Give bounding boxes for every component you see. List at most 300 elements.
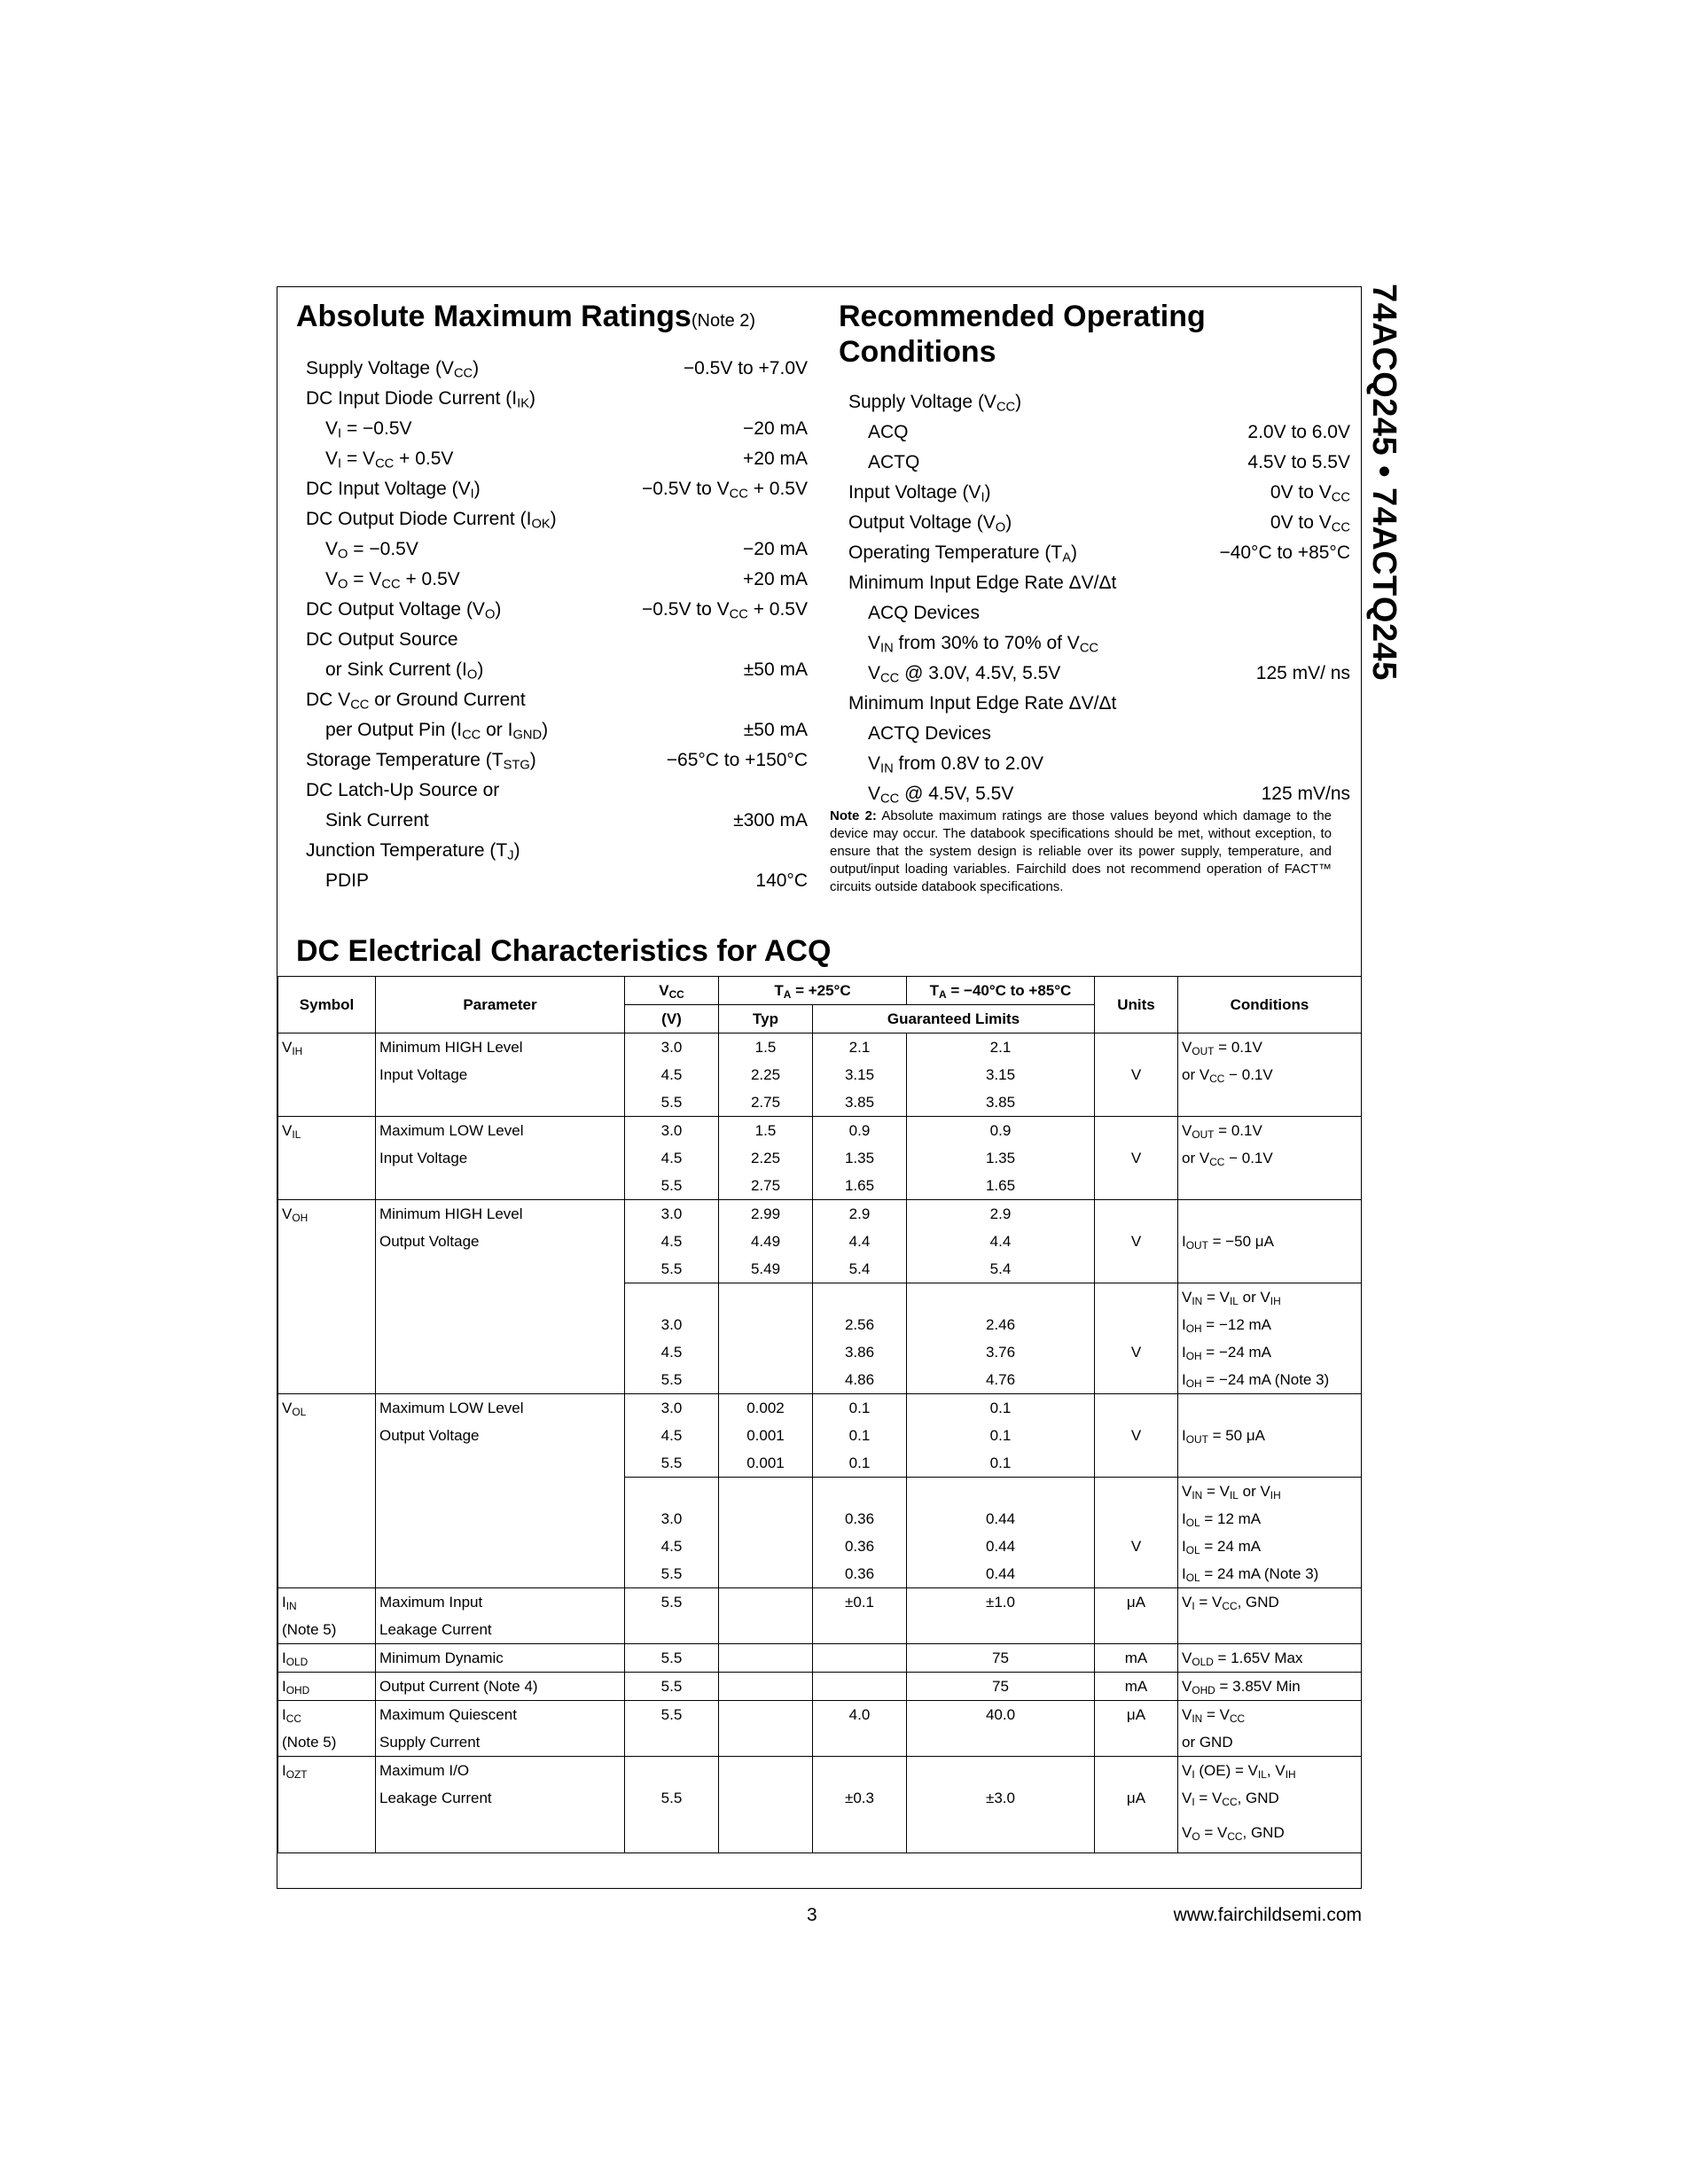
cell-param	[376, 1283, 625, 1312]
cell-symbol: $I_{CC}$	[278, 1701, 376, 1729]
cell-g25: 4.4	[813, 1228, 907, 1255]
cell-typ: 1.5	[719, 1117, 813, 1145]
rec-op-value: 125 mV/ ns	[1255, 663, 1350, 683]
cell-symbol: $I_{OLD}$	[278, 1644, 376, 1673]
header-vcc-unit: (V)	[625, 1005, 719, 1034]
abs-max-value: −20 mA	[743, 539, 808, 559]
table-row	[278, 1366, 1362, 1394]
abs-max-value: +20 mA	[743, 448, 808, 469]
table-row	[278, 1616, 1362, 1644]
table-row	[278, 1673, 1362, 1701]
abs-max-row	[306, 625, 808, 655]
table-row	[278, 1117, 1362, 1145]
abs-max-label: PDIP	[325, 870, 370, 891]
header-units: Units	[1095, 977, 1178, 1034]
cell-typ	[719, 1673, 813, 1701]
cell-cond: $V_{IN} = V_{CC}$	[1178, 1701, 1362, 1729]
cell-gr	[907, 1812, 1095, 1853]
cell-param: Leakage Current	[376, 1616, 625, 1644]
cell-gr: 75	[907, 1644, 1095, 1673]
cell-symbol: (Note 5)	[278, 1616, 376, 1644]
abs-max-value: ±300 mA	[733, 810, 808, 831]
cell-units: V	[1095, 1228, 1178, 1255]
rec-op-row	[848, 659, 1350, 689]
abs-max-label: DC Output Diode Current $(I_{OK})$	[306, 509, 557, 532]
cell-g25: 4.0	[813, 1701, 907, 1729]
cell-cond: $V_O = V_{CC}$, GND	[1178, 1812, 1362, 1853]
rec-op-row	[848, 417, 1350, 448]
header-vcc: $V_{CC}$	[625, 977, 719, 1005]
cell-gr: 3.76	[907, 1338, 1095, 1366]
rec-op-row	[848, 779, 1350, 809]
header-ta-range: $T_A = -40^\circ C$ to +85°C	[907, 977, 1095, 1005]
cell-units: μA	[1095, 1701, 1178, 1729]
table-row	[278, 1505, 1362, 1533]
cell-symbol	[278, 1478, 376, 1506]
cell-units	[1095, 1757, 1178, 1785]
abs-max-label: DC Input Diode Current $(I_{IK})$	[306, 388, 535, 411]
cell-param: Minimum Dynamic	[376, 1644, 625, 1673]
rec-op-title-line1: Recommended Operating	[839, 300, 1206, 333]
rec-op-label: ACQ Devices	[868, 603, 981, 623]
cell-units	[1095, 1728, 1178, 1757]
abs-max-label: Junction Temperature $(T_J)$	[306, 840, 520, 863]
cell-symbol: $I_{IN}$	[278, 1588, 376, 1617]
cell-gr: 2.46	[907, 1311, 1095, 1338]
cell-gr: 3.15	[907, 1061, 1095, 1088]
cell-cond	[1178, 1394, 1362, 1423]
rec-op-title	[839, 299, 1206, 370]
cell-units	[1095, 1088, 1178, 1117]
cell-param	[376, 1478, 625, 1506]
table-row	[278, 1283, 1362, 1312]
table-row	[278, 1422, 1362, 1449]
page-number: 3	[807, 1905, 817, 1925]
cell-param: Output Voltage	[376, 1422, 625, 1449]
rec-op-label: $V_{IN}$ from 30% to 70% of $V_{CC}$	[868, 633, 1099, 656]
cell-symbol: $V_{IL}$	[278, 1117, 376, 1145]
cell-symbol	[278, 1560, 376, 1588]
cell-cond	[1178, 1449, 1362, 1478]
cell-param: Maximum LOW Level	[376, 1117, 625, 1145]
cell-vcc	[625, 1757, 719, 1785]
abs-max-row	[306, 474, 808, 504]
cell-symbol	[278, 1784, 376, 1812]
cell-g25: 1.35	[813, 1144, 907, 1172]
cell-cond: or $V_{CC} - 0.1V$	[1178, 1061, 1362, 1088]
abs-max-value: ±50 mA	[743, 659, 808, 680]
cell-cond: $V_{OHD} = 3.85V$ Min	[1178, 1673, 1362, 1701]
cell-param: Maximum LOW Level	[376, 1394, 625, 1423]
rec-op-label: $V_{CC}$ @ 4.5V, 5.5V	[868, 784, 1014, 807]
cell-g25	[813, 1478, 907, 1506]
cell-g25	[813, 1673, 907, 1701]
cell-vcc: 5.5	[625, 1673, 719, 1701]
note-2-label: Note 2:	[830, 808, 877, 823]
abs-max-value: 140°C	[755, 870, 808, 891]
cell-typ	[719, 1757, 813, 1785]
header-ta-25: $T_A = +25^\circ C$	[719, 977, 907, 1005]
cell-symbol	[278, 1283, 376, 1312]
cell-vcc: 5.5	[625, 1255, 719, 1283]
cell-units	[1095, 1616, 1178, 1644]
abs-max-row	[306, 444, 808, 474]
cell-g25: 1.65	[813, 1172, 907, 1200]
cell-vcc	[625, 1812, 719, 1853]
cell-g25: 2.56	[813, 1311, 907, 1338]
table-row	[278, 1533, 1362, 1560]
cell-symbol	[278, 1255, 376, 1283]
cell-param	[376, 1449, 625, 1478]
cell-units: V	[1095, 1144, 1178, 1172]
cell-typ: 2.99	[719, 1200, 813, 1228]
abs-max-label: $V_O = V_{CC} + 0.5V$	[325, 569, 460, 592]
cell-symbol	[278, 1172, 376, 1200]
cell-param	[376, 1812, 625, 1853]
cell-cond: $I_{OL} = 24$ mA (Note 3)	[1178, 1560, 1362, 1588]
cell-cond	[1178, 1172, 1362, 1200]
cell-param: Supply Current	[376, 1728, 625, 1757]
cell-units: V	[1095, 1061, 1178, 1088]
cell-cond: $I_{OH} = -24$ mA	[1178, 1338, 1362, 1366]
cell-typ	[719, 1366, 813, 1394]
cell-g25: 0.36	[813, 1505, 907, 1533]
cell-vcc: 3.0	[625, 1505, 719, 1533]
rec-op-value: −40°C to +85°C	[1219, 542, 1350, 563]
abs-max-label: $V_I = -0.5V$	[325, 418, 412, 441]
cell-typ	[719, 1784, 813, 1812]
cell-param: Maximum I/O	[376, 1757, 625, 1785]
cell-g25: 0.9	[813, 1117, 907, 1145]
table-row	[278, 1034, 1362, 1062]
cell-gr: 0.44	[907, 1560, 1095, 1588]
cell-symbol	[278, 1449, 376, 1478]
rec-op-row	[848, 478, 1350, 508]
abs-max-title-text: Absolute Maximum Ratings	[296, 300, 692, 333]
cell-cond: $V_{OUT} = 0.1V$	[1178, 1117, 1362, 1145]
cell-param: Minimum HIGH Level	[376, 1034, 625, 1062]
abs-max-label: DC Input Voltage $(V_I)$	[306, 479, 481, 502]
cell-cond: $I_{OL} = 12$ mA	[1178, 1505, 1362, 1533]
cell-cond: $V_{OUT} = 0.1V$	[1178, 1034, 1362, 1062]
cell-gr	[907, 1728, 1095, 1757]
cell-gr: ±1.0	[907, 1588, 1095, 1617]
cell-g25	[813, 1728, 907, 1757]
cell-cond: $I_{OUT} = -50$ μA	[1178, 1228, 1362, 1255]
cell-g25: 0.1	[813, 1422, 907, 1449]
cell-units	[1095, 1034, 1178, 1062]
abs-max-row	[306, 866, 808, 896]
rec-op-row	[848, 628, 1350, 659]
cell-vcc: 3.0	[625, 1034, 719, 1062]
cell-cond: $V_{IN} = V_{IL}$ or $V_{IH}$	[1178, 1478, 1362, 1506]
abs-max-row	[306, 776, 808, 806]
abs-max-label: Storage Temperature $(T_{STG})$	[306, 750, 536, 773]
abs-max-value: ±50 mA	[743, 720, 808, 740]
cell-vcc: 3.0	[625, 1311, 719, 1338]
cell-symbol: $I_{OZT}$	[278, 1757, 376, 1785]
cell-g25: 2.9	[813, 1200, 907, 1228]
abs-max-title	[296, 299, 755, 339]
abs-max-row	[306, 685, 808, 715]
cell-gr: 0.1	[907, 1422, 1095, 1449]
abs-max-row	[306, 414, 808, 444]
cell-g25	[813, 1616, 907, 1644]
rec-op-value: 4.5V to 5.5V	[1247, 452, 1350, 472]
rec-op-label: $V_{IN}$ from 0.8V to 2.0V	[868, 753, 1043, 776]
cell-param: Leakage Current	[376, 1784, 625, 1812]
cell-g25: 0.1	[813, 1449, 907, 1478]
rec-op-row	[848, 689, 1350, 719]
abs-max-row	[306, 504, 808, 534]
cell-param	[376, 1366, 625, 1394]
rec-op-value: 125 mV/ns	[1261, 784, 1350, 804]
cell-vcc	[625, 1283, 719, 1312]
cell-g25	[813, 1283, 907, 1312]
cell-cond: $I_{OH} = -24$ mA (Note 3)	[1178, 1366, 1362, 1394]
cell-symbol	[278, 1366, 376, 1394]
cell-units: V	[1095, 1422, 1178, 1449]
cell-vcc: 5.5	[625, 1560, 719, 1588]
cell-typ	[719, 1311, 813, 1338]
side-title-text: 74ACQ245 • 74ACTQ245	[1365, 284, 1403, 681]
cell-typ	[719, 1338, 813, 1366]
abs-max-row	[306, 565, 808, 595]
cell-param: Maximum Input	[376, 1588, 625, 1617]
cell-units	[1095, 1560, 1178, 1588]
cell-units: V	[1095, 1533, 1178, 1560]
rec-op-row	[848, 538, 1350, 568]
table-row	[278, 1088, 1362, 1117]
rec-op-label: Operating Temperature $(T_A)$	[848, 542, 1078, 566]
abs-max-note-ref: (Note 2)	[691, 311, 756, 331]
abs-max-label: or Sink Current $(I_O)$	[325, 659, 484, 682]
table-row	[278, 1338, 1362, 1366]
abs-max-row	[306, 534, 808, 565]
cell-g25: 3.15	[813, 1061, 907, 1088]
cell-g25: 2.1	[813, 1034, 907, 1062]
abs-max-label: per Output Pin ($I_{CC}$ or $I_{GND}$)	[325, 720, 549, 743]
rec-op-label: ACQ	[868, 422, 909, 442]
cell-vcc	[625, 1478, 719, 1506]
abs-max-label: Sink Current	[325, 810, 429, 831]
cell-typ: 2.75	[719, 1088, 813, 1117]
cell-cond	[1178, 1616, 1362, 1644]
cell-vcc: 5.5	[625, 1701, 719, 1729]
cell-cond: $V_I$ $(OE) = V_{IL}$, $V_{IH}$	[1178, 1757, 1362, 1785]
abs-max-label: DC Output Voltage $(V_O)$	[306, 599, 502, 622]
cell-g25: 0.36	[813, 1533, 907, 1560]
rec-op-list	[848, 387, 1350, 809]
cell-symbol	[278, 1228, 376, 1255]
cell-symbol: $V_{IH}$	[278, 1034, 376, 1062]
cell-units	[1095, 1311, 1178, 1338]
cell-typ: 1.5	[719, 1034, 813, 1062]
cell-units	[1095, 1812, 1178, 1853]
cell-vcc: 5.5	[625, 1172, 719, 1200]
cell-vcc: 5.5	[625, 1366, 719, 1394]
dc-characteristics-table	[277, 976, 1362, 1853]
cell-param	[376, 1255, 625, 1283]
cell-param	[376, 1533, 625, 1560]
cell-typ	[719, 1560, 813, 1588]
rec-op-label: Output Voltage $(V_O)$	[848, 512, 1012, 535]
rec-op-label: ACTQ Devices	[868, 723, 991, 744]
cell-symbol	[278, 1061, 376, 1088]
cell-typ	[719, 1616, 813, 1644]
cell-typ	[719, 1588, 813, 1617]
cell-g25: ±0.1	[813, 1588, 907, 1617]
cell-typ: 5.49	[719, 1255, 813, 1283]
cell-cond	[1178, 1088, 1362, 1117]
cell-g25: 3.85	[813, 1088, 907, 1117]
cell-vcc	[625, 1728, 719, 1757]
cell-gr	[907, 1757, 1095, 1785]
cell-vcc: 5.5	[625, 1449, 719, 1478]
abs-max-value: −0.5V to $V_{CC} + 0.5V$	[641, 599, 808, 622]
cell-symbol: $V_{OH}$	[278, 1200, 376, 1228]
cell-typ: 0.002	[719, 1394, 813, 1423]
cell-gr	[907, 1478, 1095, 1506]
cell-param: Output Voltage	[376, 1228, 625, 1255]
cell-gr: 0.1	[907, 1394, 1095, 1423]
cell-param: Maximum Quiescent	[376, 1701, 625, 1729]
table-row	[278, 1144, 1362, 1172]
cell-symbol: $V_{OL}$	[278, 1394, 376, 1423]
cell-typ	[719, 1812, 813, 1853]
table-row	[278, 1560, 1362, 1588]
cell-vcc: 5.5	[625, 1644, 719, 1673]
cell-vcc: 5.5	[625, 1588, 719, 1617]
cell-typ	[719, 1283, 813, 1312]
cell-gr: 0.1	[907, 1449, 1095, 1478]
table-row	[278, 1812, 1362, 1853]
cell-vcc: 5.5	[625, 1088, 719, 1117]
cell-gr: 5.4	[907, 1255, 1095, 1283]
rec-op-title-line2: Conditions	[839, 335, 996, 369]
rec-op-row	[848, 448, 1350, 478]
cell-symbol	[278, 1533, 376, 1560]
abs-max-value: −0.5V to $V_{CC} + 0.5V$	[641, 479, 808, 502]
cell-typ: 2.25	[719, 1061, 813, 1088]
cell-gr	[907, 1616, 1095, 1644]
rec-op-label: Minimum Input Edge Rate ΔV/Δt	[848, 573, 1117, 593]
cell-vcc	[625, 1616, 719, 1644]
rec-op-label: Minimum Input Edge Rate ΔV/Δt	[848, 693, 1117, 714]
abs-max-label: Supply Voltage $(V_{CC})$	[306, 358, 480, 381]
cell-symbol	[278, 1338, 376, 1366]
cell-cond	[1178, 1255, 1362, 1283]
cell-param: Output Current (Note 4)	[376, 1673, 625, 1701]
cell-vcc: 4.5	[625, 1422, 719, 1449]
cell-units	[1095, 1449, 1178, 1478]
footer-url: www.fairchildsemi.com	[1173, 1905, 1362, 1925]
cell-cond: or GND	[1178, 1728, 1362, 1757]
cell-units	[1095, 1172, 1178, 1200]
rec-op-row	[848, 508, 1350, 538]
cell-typ: 0.001	[719, 1449, 813, 1478]
cell-vcc: 3.0	[625, 1200, 719, 1228]
cell-param	[376, 1338, 625, 1366]
cell-cond	[1178, 1200, 1362, 1228]
cell-symbol	[278, 1088, 376, 1117]
side-part-number	[1355, 284, 1408, 681]
cell-units: mA	[1095, 1644, 1178, 1673]
cell-vcc: 4.5	[625, 1061, 719, 1088]
cell-g25	[813, 1644, 907, 1673]
cell-units: μA	[1095, 1784, 1178, 1812]
cell-units	[1095, 1200, 1178, 1228]
cell-cond: $V_I = V_{CC}$, GND	[1178, 1784, 1362, 1812]
header-symbol: Symbol	[278, 977, 376, 1034]
cell-typ	[719, 1478, 813, 1506]
cell-g25: 4.86	[813, 1366, 907, 1394]
cell-units: V	[1095, 1338, 1178, 1366]
header-parameter: Parameter	[376, 977, 625, 1034]
abs-max-value: −20 mA	[743, 418, 808, 439]
header-typ: Typ	[719, 1005, 813, 1034]
cell-typ	[719, 1728, 813, 1757]
cell-units	[1095, 1505, 1178, 1533]
header-guaranteed-limits: Guaranteed Limits	[813, 1005, 1095, 1034]
note-2	[830, 807, 1332, 896]
dc-table-title: DC Electrical Characteristics for ACQ	[296, 934, 832, 968]
cell-param	[376, 1088, 625, 1117]
cell-cond: $V_I = V_{CC}$, GND	[1178, 1588, 1362, 1617]
cell-gr: ±3.0	[907, 1784, 1095, 1812]
cell-symbol	[278, 1311, 376, 1338]
cell-gr: 1.65	[907, 1172, 1095, 1200]
cell-g25: 0.1	[813, 1394, 907, 1423]
cell-typ: 2.25	[719, 1144, 813, 1172]
note-2-text: Absolute maximum ratings are those values beyond which damage to the device may occur. The databook specifications should be met, without exception, to ensure that the system design is reliable over its power supply, temperature, and output/input loading variables. Fairchild does not recommend operation of FACT™ circuits outside databook specifications.	[830, 808, 1332, 894]
table-row	[278, 1200, 1362, 1228]
cell-g25	[813, 1812, 907, 1853]
abs-max-row	[306, 655, 808, 685]
abs-max-row	[306, 745, 808, 776]
cell-param	[376, 1560, 625, 1588]
cell-units	[1095, 1255, 1178, 1283]
cell-units	[1095, 1117, 1178, 1145]
cell-units: μA	[1095, 1588, 1178, 1617]
abs-max-label: $V_O = -0.5V$	[325, 539, 418, 562]
table-row	[278, 1172, 1362, 1200]
cell-gr: 3.85	[907, 1088, 1095, 1117]
cell-gr: 40.0	[907, 1701, 1095, 1729]
abs-max-list	[306, 354, 808, 896]
rec-op-row	[848, 719, 1350, 749]
cell-cond: $I_{OH} = -12$ mA	[1178, 1311, 1362, 1338]
cell-typ	[719, 1644, 813, 1673]
cell-cond: $I_{OUT} = 50$ μA	[1178, 1422, 1362, 1449]
cell-vcc: 5.5	[625, 1784, 719, 1812]
table-row	[278, 1061, 1362, 1088]
table-row	[278, 1394, 1362, 1423]
cell-symbol: $I_{OHD}$	[278, 1673, 376, 1701]
rec-op-value: 2.0V to 6.0V	[1247, 422, 1350, 442]
cell-typ: 4.49	[719, 1228, 813, 1255]
abs-max-value: +20 mA	[743, 569, 808, 589]
cell-typ	[719, 1533, 813, 1560]
rec-op-value: 0V to $V_{CC}$	[1270, 482, 1350, 505]
cell-units	[1095, 1283, 1178, 1312]
cell-vcc: 4.5	[625, 1533, 719, 1560]
cell-cond: $V_{OLD} = 1.65V$ Max	[1178, 1644, 1362, 1673]
cell-g25: 5.4	[813, 1255, 907, 1283]
cell-symbol	[278, 1422, 376, 1449]
rec-op-row	[848, 568, 1350, 598]
cell-g25: ±0.3	[813, 1784, 907, 1812]
